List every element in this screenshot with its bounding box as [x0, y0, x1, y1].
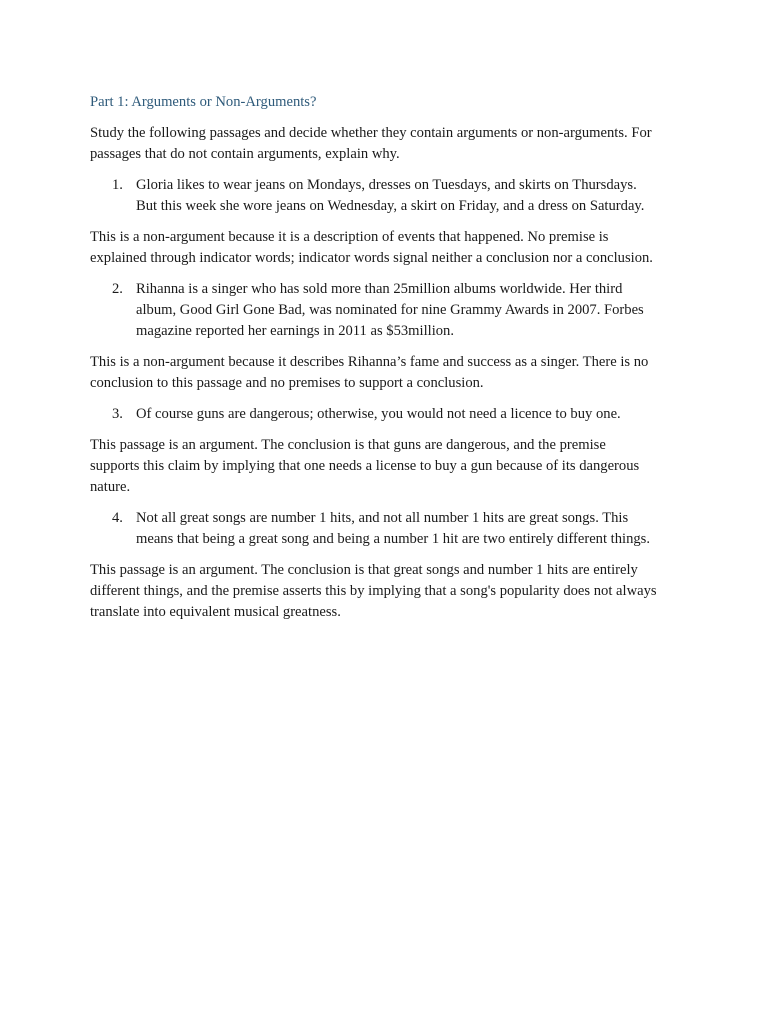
text-line: This is a non-argument because it is a description of events that happened. No premise is — [90, 229, 609, 245]
passage-item-2 — [90, 279, 682, 342]
passage-line: Gloria likes to wear jeans on Mondays, dresses on Tuesdays, and skirts on Thursdays. — [136, 177, 637, 193]
passage-line: means that being a great song and being a number 1 hit are two entirely different things. — [136, 531, 651, 547]
answer-paragraph-2 — [90, 352, 682, 394]
passage-line: But this week she wore jeans on Wednesday, a skirt on Friday, and a dress on Saturday. — [136, 198, 645, 214]
text-line: passages that do not contain arguments, explain why. — [90, 146, 400, 162]
passage-line: Not all great songs are number 1 hits, and not all number 1 hits are great songs. This — [136, 510, 629, 526]
item-number: 2. — [112, 281, 123, 297]
text-line: translate into equivalent musical greatness. — [90, 604, 341, 620]
passage-line: magazine reported her earnings in 2011 as $53million. — [136, 323, 454, 339]
answer-paragraph-1 — [90, 227, 682, 269]
item-number: 1. — [112, 177, 123, 193]
text-line: nature. — [90, 479, 131, 495]
text-line: This is a non-argument because it describes Rihanna’s fame and success as a singer. There is no — [90, 354, 649, 370]
answer-paragraph-4 — [90, 560, 682, 623]
text-line: Study the following passages and decide whether they contain arguments or non-arguments. For — [90, 125, 652, 141]
passage-item-1 — [90, 175, 682, 217]
item-number: 3. — [112, 406, 123, 422]
text-line: supports this claim by implying that one needs a license to buy a gun because of its dangerous — [90, 458, 640, 474]
text-line: conclusion to this passage and no premises to support a conclusion. — [90, 375, 484, 391]
text-line: explained through indicator words; indicator words signal neither a conclusion nor a conclusion. — [90, 250, 653, 266]
item-number: 4. — [112, 510, 123, 526]
document-body — [90, 92, 682, 633]
answer-paragraph-3 — [90, 435, 682, 498]
text-line: This passage is an argument. The conclusion is that great songs and number 1 hits are entirely — [90, 562, 638, 578]
section-heading: Part 1: Arguments or Non-Arguments? — [90, 94, 317, 110]
text-line: This passage is an argument. The conclusion is that guns are dangerous, and the premise — [90, 437, 606, 453]
passage-line: album, Good Girl Gone Bad, was nominated for nine Grammy Awards in 2007. Forbes — [136, 302, 644, 318]
passage-line: Of course guns are dangerous; otherwise, you would not need a licence to buy one. — [136, 406, 621, 422]
intro-paragraph — [90, 123, 682, 165]
passage-item-3 — [90, 404, 682, 425]
text-line: different things, and the premise asserts this by implying that a song's popularity does not always — [90, 583, 657, 599]
passage-line: Rihanna is a singer who has sold more than 25million albums worldwide. Her third — [136, 281, 623, 297]
passage-item-4 — [90, 508, 682, 550]
